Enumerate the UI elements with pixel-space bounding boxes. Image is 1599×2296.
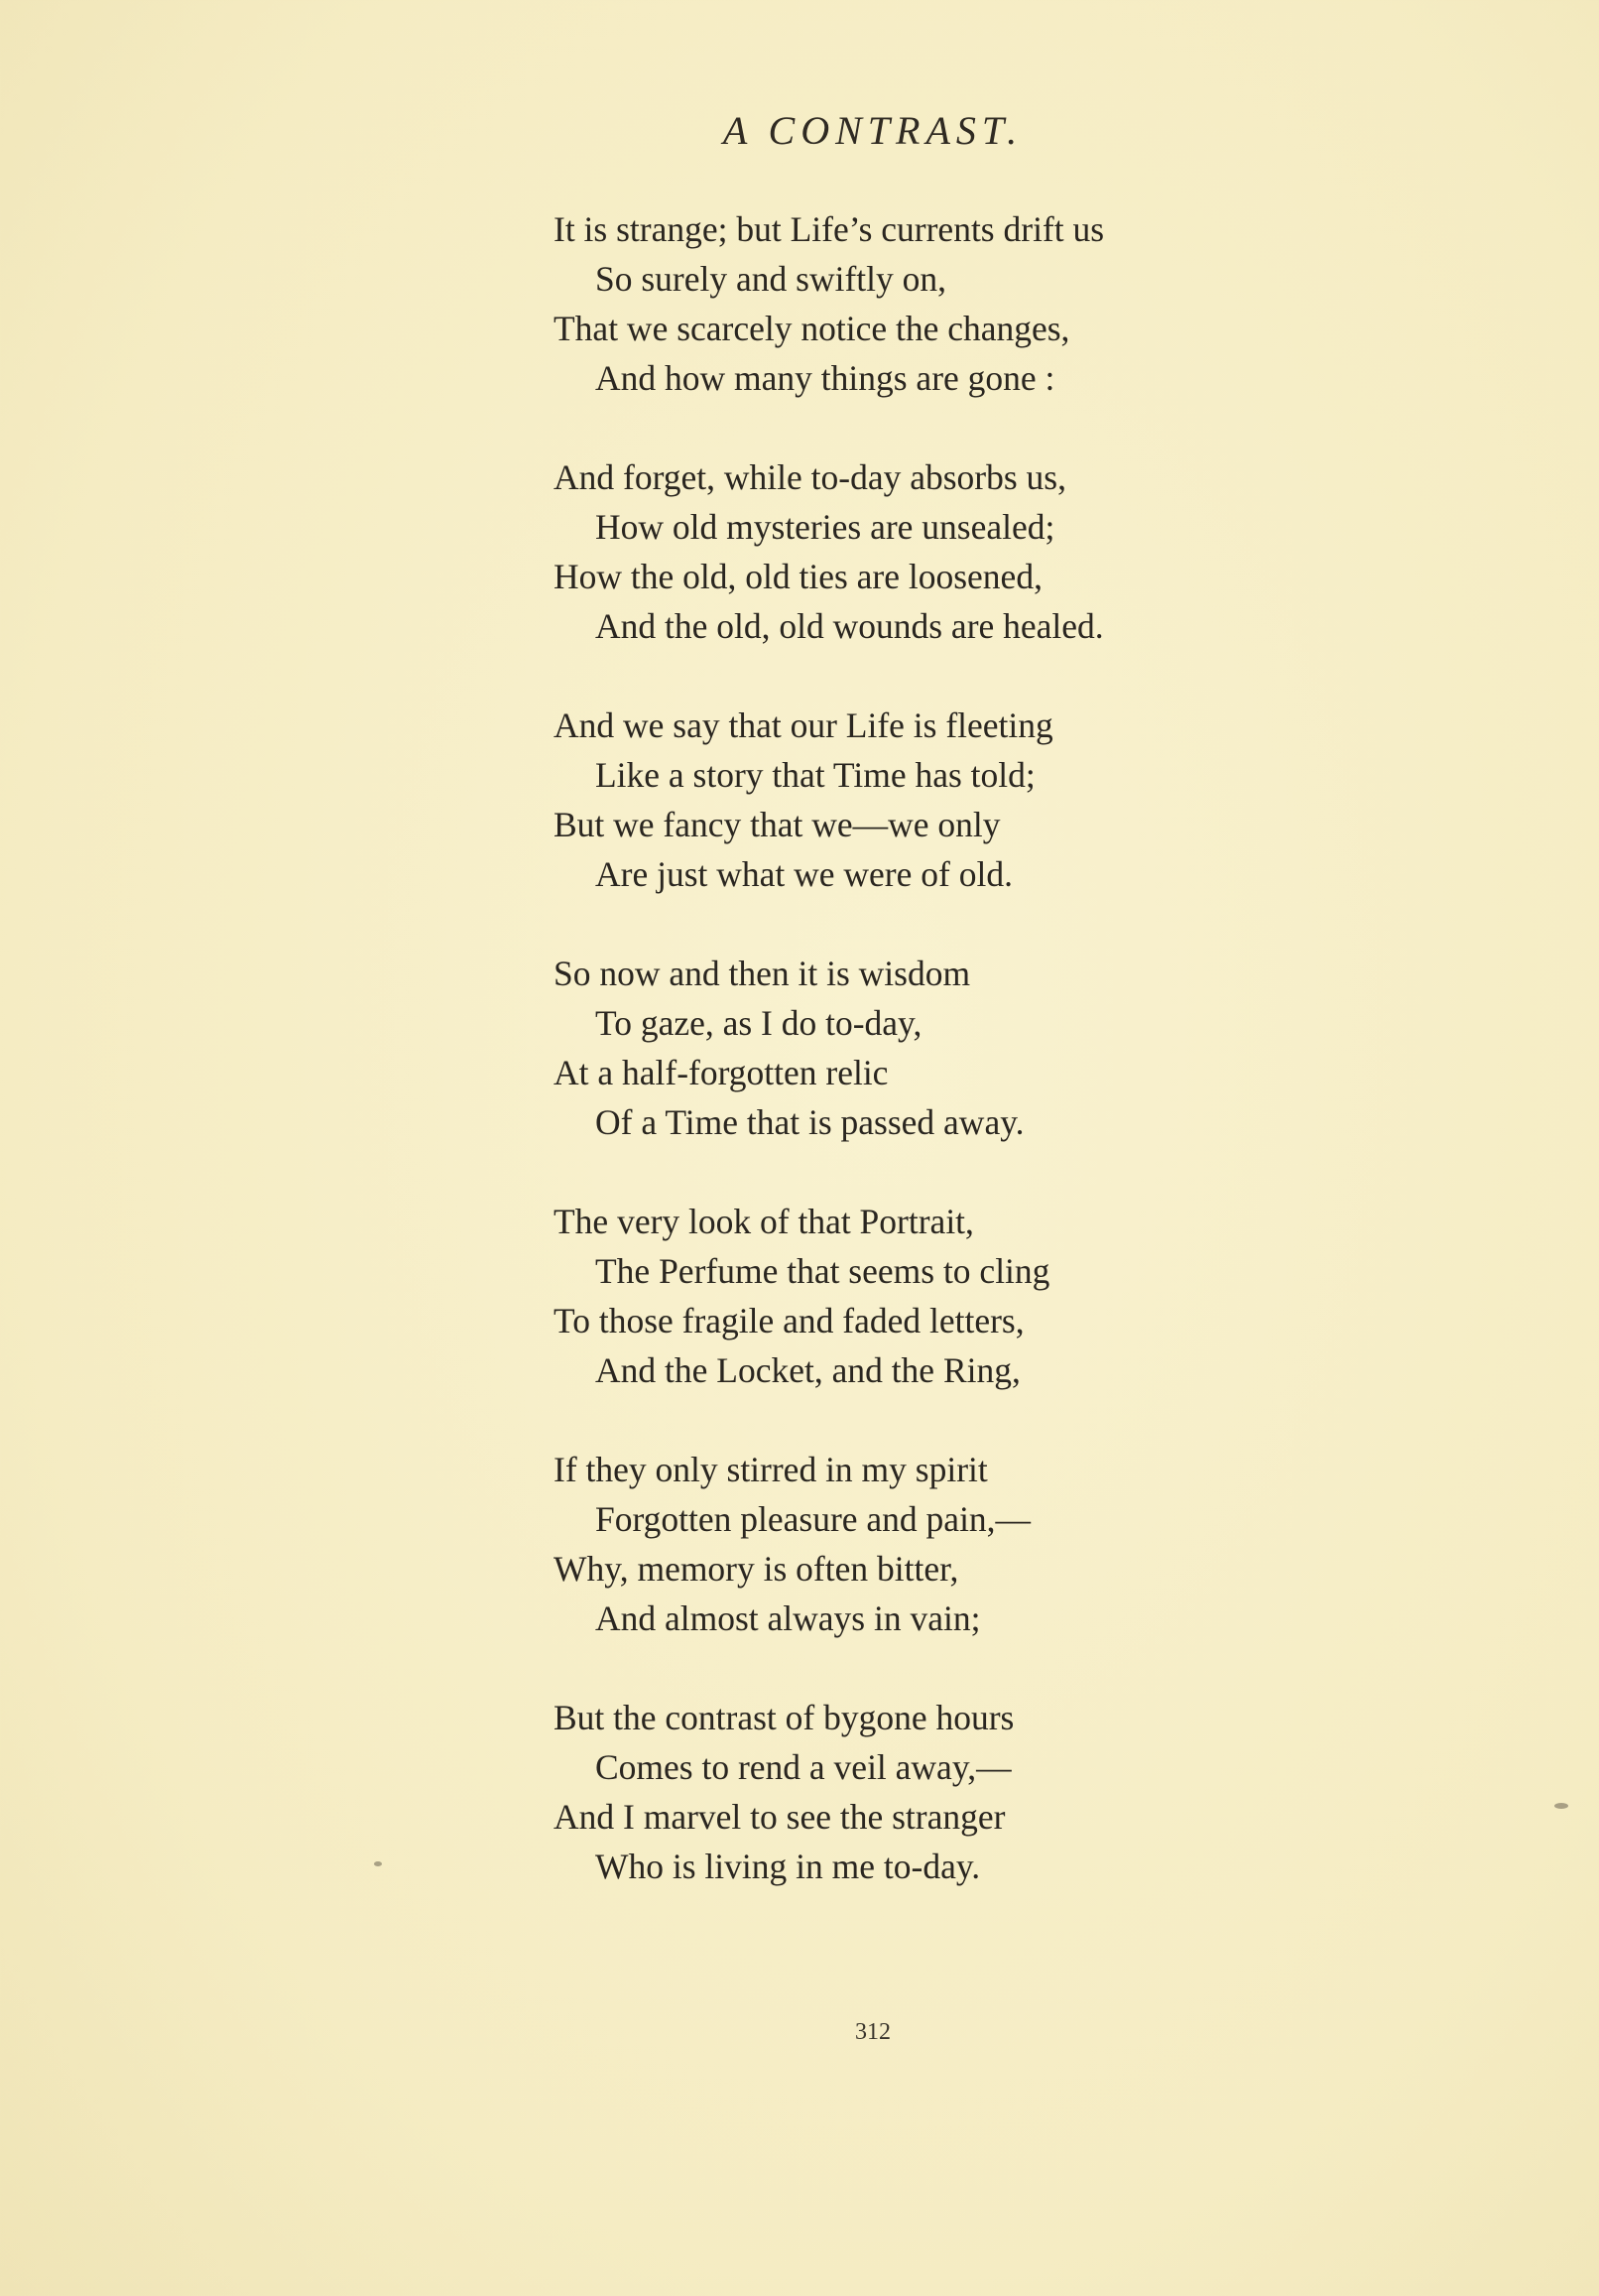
poem-line: And we say that our Life is fleeting xyxy=(554,705,1053,745)
poem-line: Who is living in me to-day. xyxy=(595,1847,981,1886)
poem-line: If they only stirred in my spirit xyxy=(554,1450,988,1489)
stanza-7 xyxy=(554,1693,1307,1891)
poem-line: To those fragile and faded letters, xyxy=(554,1301,1025,1340)
poem-line: At a half-forgotten relic xyxy=(554,1053,889,1092)
poem-line: The Perfume that seems to cling xyxy=(595,1251,1050,1291)
poem-body xyxy=(554,204,1307,1941)
paper-speck xyxy=(1554,1803,1568,1809)
page-number: 312 xyxy=(855,2019,891,2045)
poem-line: The very look of that Portrait, xyxy=(554,1202,974,1241)
poem-line: But we fancy that we—we only xyxy=(554,805,1001,844)
poem-line: Comes to rend a veil away,— xyxy=(595,1747,1012,1787)
poem-line: Are just what we were of old. xyxy=(595,854,1013,894)
stanza-3 xyxy=(554,701,1307,899)
poem-line: And the old, old wounds are healed. xyxy=(595,606,1104,646)
stanza-4 xyxy=(554,949,1307,1147)
poem-line: And almost always in vain; xyxy=(595,1598,981,1638)
poem-line: Of a Time that is passed away. xyxy=(595,1102,1025,1142)
poem-title: A CONTRAST. xyxy=(722,108,1024,153)
poem-line: And how many things are gone : xyxy=(595,358,1055,398)
poem-line: It is strange; but Life’s currents drift us xyxy=(554,209,1105,249)
stanza-6 xyxy=(554,1445,1307,1643)
poem-line: How old mysteries are unsealed; xyxy=(595,507,1055,547)
poem-line: Why, memory is often bitter, xyxy=(554,1549,959,1589)
poem-line: That we scarcely notice the changes, xyxy=(554,309,1070,348)
poem-line: And forget, while to-day absorbs us, xyxy=(554,457,1066,497)
poem-line: To gaze, as I do to-day, xyxy=(595,1003,922,1043)
poem-line: Forgotten pleasure and pain,— xyxy=(595,1499,1032,1539)
poem-line: But the contrast of bygone hours xyxy=(554,1698,1015,1737)
poem-line: So surely and swiftly on, xyxy=(595,259,946,299)
poem-line: So now and then it is wisdom xyxy=(554,954,971,993)
poem-line: Like a story that Time has told; xyxy=(595,755,1036,795)
paper-speck xyxy=(374,1861,382,1866)
poem-line: And I marvel to see the stranger xyxy=(554,1797,1006,1837)
stanza-5 xyxy=(554,1197,1307,1395)
poem-line: And the Locket, and the Ring, xyxy=(595,1350,1021,1390)
stanza-1 xyxy=(554,204,1307,403)
poem-line: How the old, old ties are loosened, xyxy=(554,557,1043,596)
stanza-2 xyxy=(554,452,1307,651)
